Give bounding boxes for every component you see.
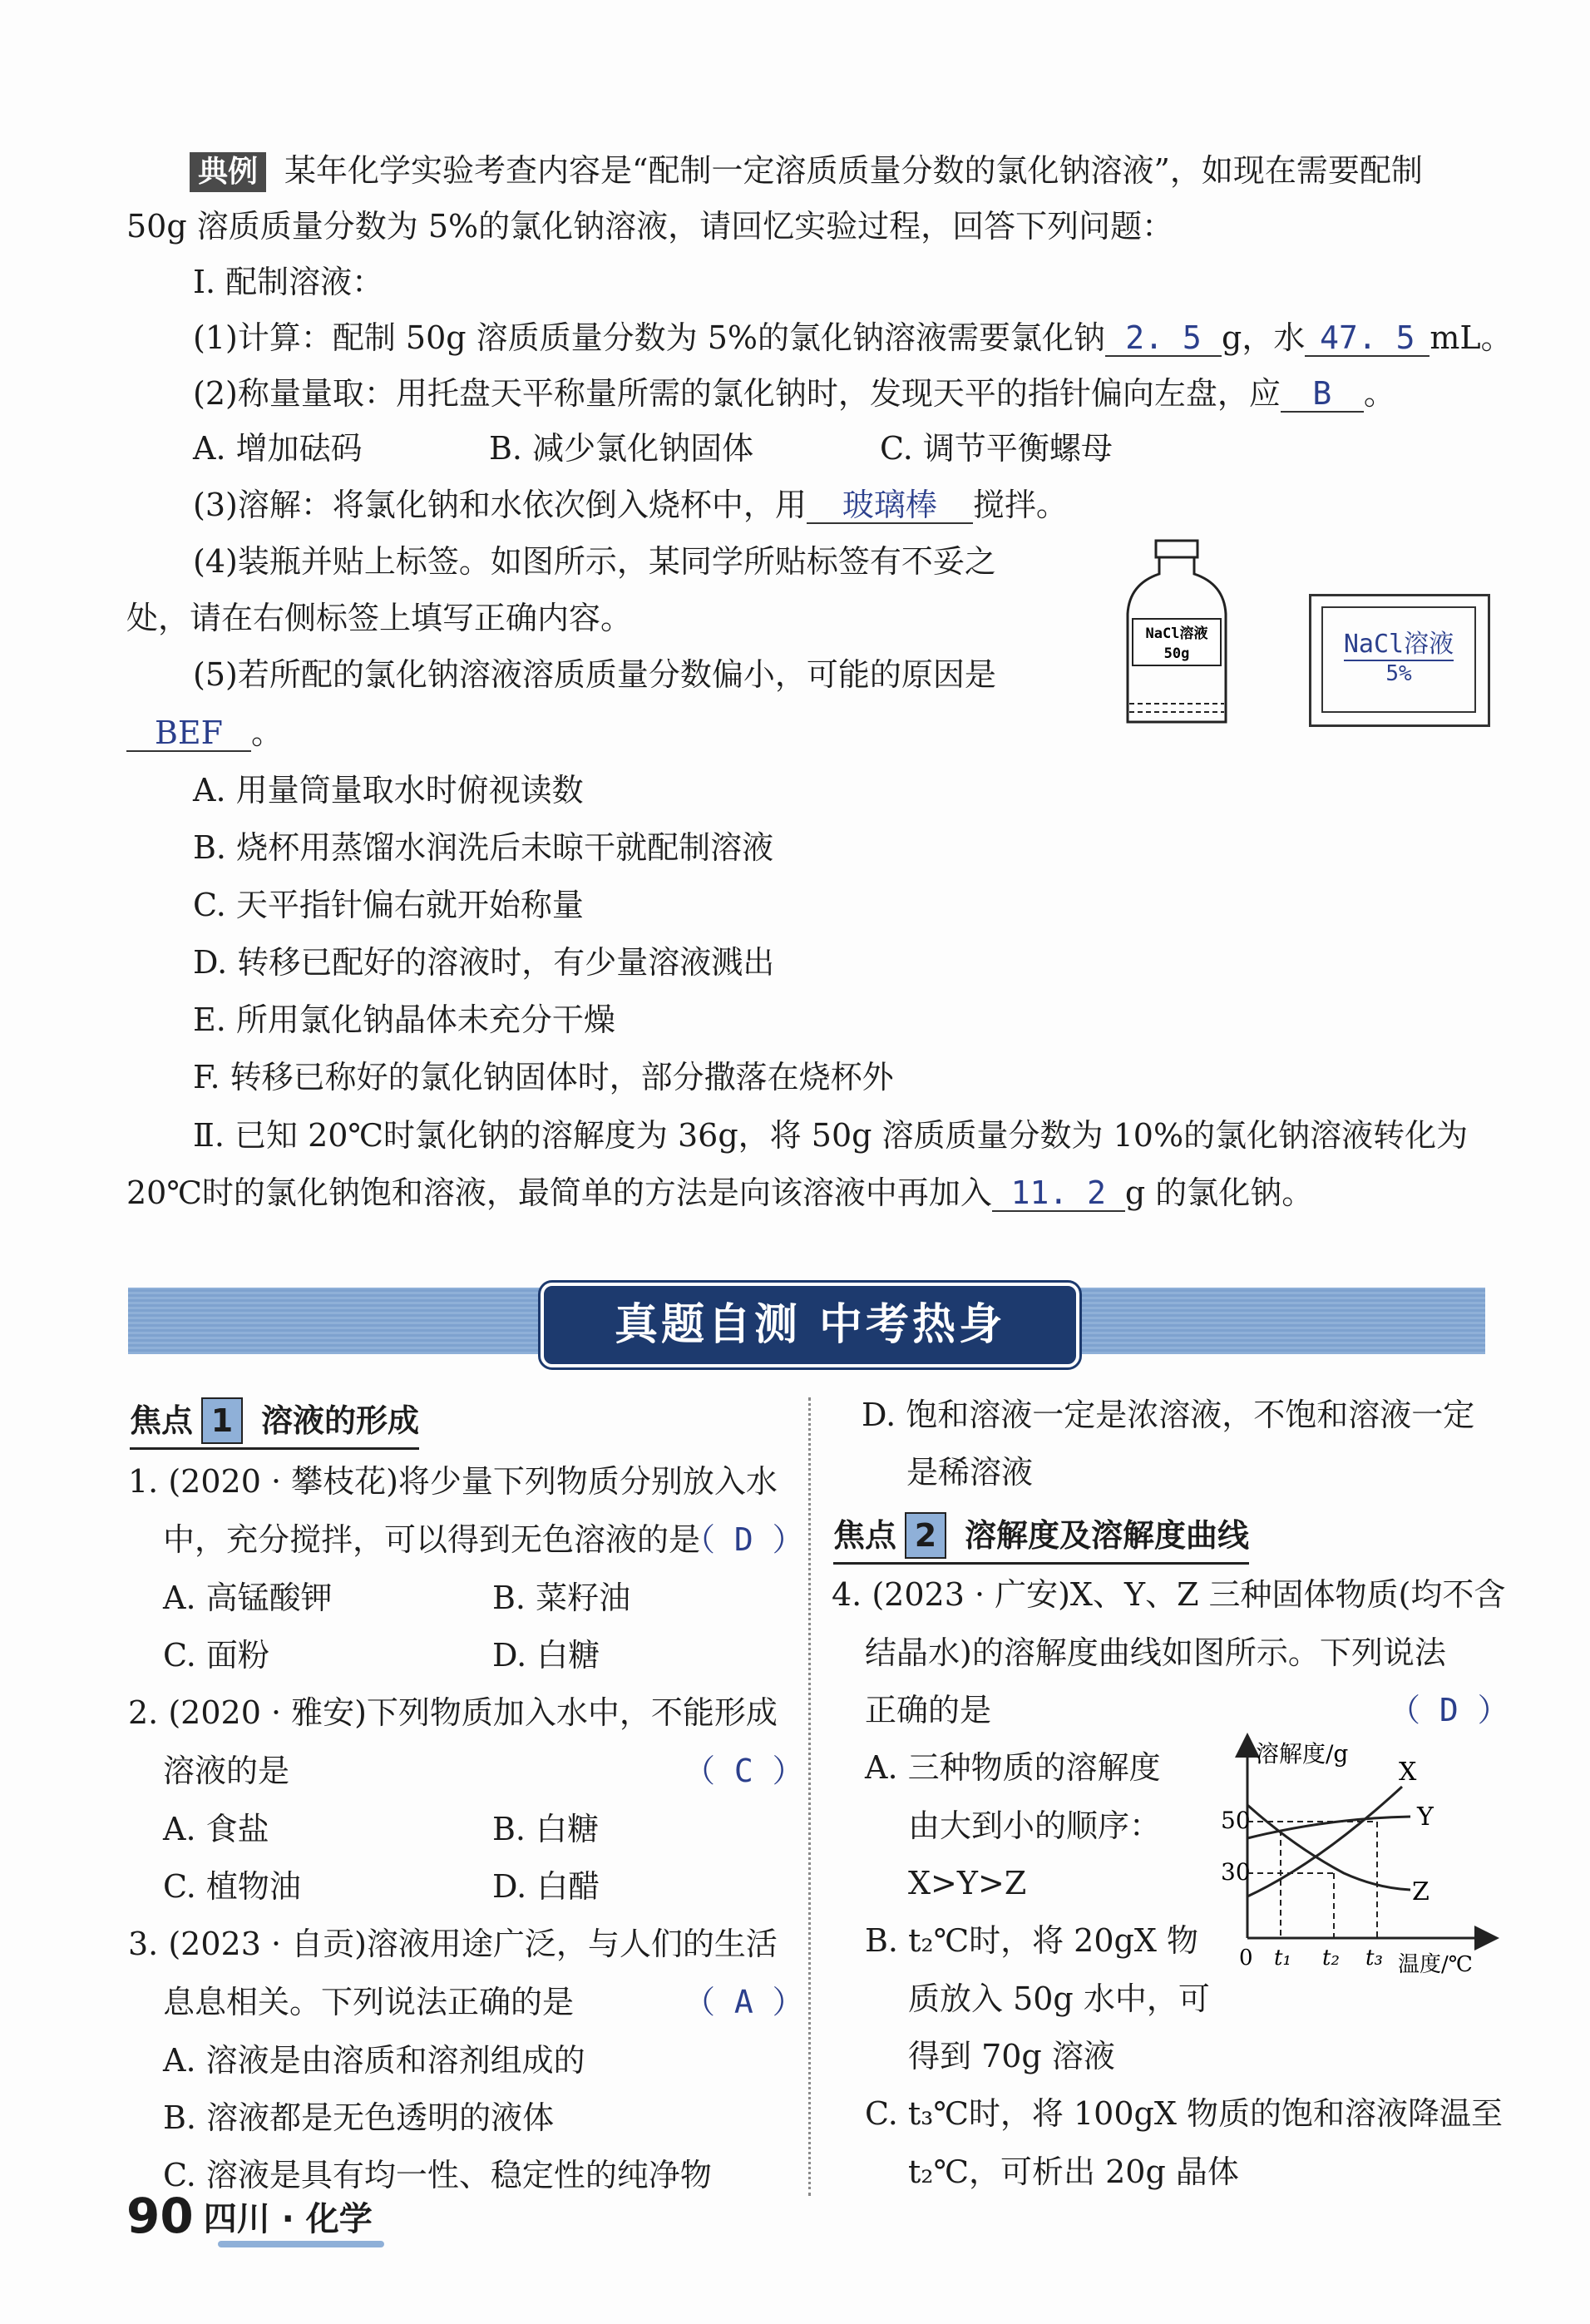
mcq-3-option-c: C. 溶液是具有均一性、稳定性的纯净物 — [163, 2157, 712, 2193]
question-1-line: (1)计算：配制 50g 溶质质量分数为 5%的氯化钠溶液需要氯化钠 2. 5 g，水 47. 5 mL。 — [193, 319, 1513, 356]
mcq-3-option-d-line1: D. 饱和溶液一定是浓溶液，不饱和溶液一定 — [862, 1397, 1475, 1433]
mcq-4-option-b-line3: 得到 70g 溶液 — [908, 2038, 1115, 2074]
mcq-2-line1: 2. (2020 · 雅安)下列物质加入水中，不能形成 — [128, 1694, 778, 1731]
answer-blank: B — [1281, 376, 1364, 413]
mcq-1-option-a: A. 高锰酸钾 — [163, 1580, 333, 1616]
bottle-label-name: NaCl溶液 — [1145, 626, 1208, 642]
mcq-1-option-b: B. 菜籽油 — [492, 1580, 631, 1616]
mcq-4-line3: 正确的是 — [865, 1692, 992, 1728]
mcq-4-answer: （ D ） — [1389, 1692, 1509, 1728]
footer-accent-bar — [218, 2241, 384, 2247]
mcq-4-option-c-line1: C. t₃℃时，将 100gX 物质的饱和溶液降温至 — [865, 2095, 1503, 2132]
q5-option-d: D. 转移已配好的溶液时，有少量溶液溅出 — [193, 944, 775, 981]
answer-blank: 11. 2 — [992, 1175, 1125, 1212]
x-tick-t2: t₂ — [1322, 1946, 1340, 1970]
mcq-3-option-d-line2: 是稀溶液 — [906, 1454, 1034, 1491]
mcq-4-option-a-line1: A. 三种物质的溶解度 — [865, 1749, 1161, 1786]
origin-label: 0 — [1239, 1946, 1253, 1970]
section-banner-title: 真题自测 中考热身 — [541, 1283, 1079, 1367]
mcq-3-option-b: B. 溶液都是无色透明的液体 — [163, 2099, 555, 2136]
x-tick-t1: t₁ — [1274, 1946, 1291, 1970]
y-tick-30: 30 — [1221, 1858, 1251, 1886]
mcq-3-option-a: A. 溶液是由溶质和溶剂组成的 — [163, 2042, 585, 2079]
part-two-line2: 20℃时的氯化钠饱和溶液，最简单的方法是向该溶液中再加入 11. 2 g 的氯化钠。 — [126, 1174, 1314, 1211]
q5-option-e: E. 所用氯化钠晶体未充分干燥 — [193, 1001, 615, 1038]
example-intro-line1: 典例 某年化学实验考查内容是“配制一定溶质质量分数的氯化钠溶液”，如现在需要配制 — [190, 150, 1423, 192]
example-tag: 典例 — [190, 152, 266, 192]
mcq-4-line2: 结晶水)的溶解度曲线如图所示。下列说法 — [865, 1634, 1446, 1671]
column-divider — [808, 1397, 811, 2196]
curve-y-label: Y — [1417, 1802, 1434, 1832]
part-two-line1: Ⅱ. 已知 20℃时氯化钠的溶解度为 36g，将 50g 溶质质量分数为 10%的氯化钠溶液转化为 — [193, 1117, 1469, 1154]
page-footer — [126, 2188, 373, 2244]
q5-option-a: A. 用量筒量取水时俯视读数 — [193, 772, 584, 808]
page-number: 90 — [126, 2188, 194, 2244]
mcq-4-option-b-line1: B. t₂℃时，将 20gX 物 — [865, 1922, 1198, 1959]
mcq-2-option-a: A. 食盐 — [163, 1811, 269, 1847]
solubility-curve-figure — [1221, 1738, 1494, 1988]
question-4-line2: 处，请在右侧标签上填写正确内容。 — [126, 600, 633, 636]
focus-1-heading: 焦点 1 溶液的形成 — [130, 1397, 419, 1450]
question-5-line1: (5)若所配的氯化钠溶液溶质质量分数偏小，可能的原因是 — [193, 656, 996, 693]
mcq-2-line2: 溶液的是 — [163, 1753, 290, 1789]
curve-x-label: X — [1399, 1758, 1417, 1787]
question-5-line2: BEF 。 — [126, 712, 283, 754]
answer-blank: BEF — [126, 715, 251, 752]
x-tick-t3: t₃ — [1365, 1946, 1383, 1970]
mcq-3-answer: （ A ） — [684, 1984, 804, 2020]
mcq-4-option-a-line2: 由大到小的顺序： — [908, 1807, 1162, 1844]
answer-blank: 47. 5 — [1305, 320, 1430, 357]
focus-2-heading: 焦点 2 溶解度及溶解度曲线 — [833, 1512, 1249, 1565]
mcq-4-option-b-line2: 质放入 50g 水中，可 — [908, 1980, 1210, 2017]
q2-option-b: B. 减少氯化钠固体 — [489, 430, 754, 467]
mcq-1-answer: （ D ） — [684, 1521, 804, 1558]
mcq-1-line1: 1. (2020 · 攀枝花)将少量下列物质分别放入水 — [128, 1463, 778, 1500]
mcq-2-option-b: B. 白糖 — [492, 1811, 600, 1847]
label-solution-name: NaCl溶液 — [1344, 623, 1454, 661]
curve-z-label: Z — [1412, 1877, 1430, 1906]
x-axis-label: 温度/℃ — [1398, 1952, 1473, 1977]
q5-option-f: F. 转移已称好的氯化钠固体时，部分撒落在烧杯外 — [193, 1059, 894, 1095]
mcq-4-option-c-line2: t₂℃，可析出 20g 晶体 — [908, 2153, 1239, 2190]
curve-x — [1247, 1787, 1402, 1896]
mcq-4-option-a-line3: X>Y>Z — [908, 1865, 1027, 1901]
mcq-2-option-c: C. 植物油 — [163, 1868, 301, 1905]
bottle-label-mass: 50g — [1163, 645, 1190, 662]
q5-option-b: B. 烧杯用蒸馏水润洗后未晾干就配制溶液 — [193, 829, 774, 866]
correct-label-frame — [1309, 594, 1490, 727]
reagent-bottle-figure — [1123, 537, 1231, 730]
q5-option-c: C. 天平指针偏右就开始称量 — [193, 887, 584, 923]
mcq-1-option-c: C. 面粉 — [163, 1637, 269, 1674]
part-one-heading: Ⅰ. 配制溶液： — [193, 264, 384, 300]
question-3-line: (3)溶解：将氯化钠和水依次倒入烧杯中，用 玻璃棒 搅拌。 — [193, 487, 1068, 523]
label-mass-fraction: 5% — [1385, 661, 1412, 686]
question-4-line1: (4)装瓶并贴上标签。如图所示，某同学所贴标签有不妥之 — [193, 543, 996, 580]
mcq-2-option-d: D. 白醋 — [492, 1868, 600, 1905]
mcq-2-answer: （ C ） — [684, 1753, 804, 1789]
answer-blank: 玻璃棒 — [807, 487, 973, 524]
question-2-line: (2)称量量取：用托盘天平称量所需的氯化钠时，发现天平的指针偏向左盘，应 B 。 — [193, 375, 1395, 412]
curve-y — [1247, 1817, 1410, 1838]
answer-blank: 2. 5 — [1105, 320, 1222, 357]
book-subject: 四川 · 化学 — [203, 2199, 373, 2238]
y-axis-label: 溶解度/g — [1256, 1740, 1349, 1768]
correct-label-box — [1321, 606, 1476, 713]
y-tick-50: 50 — [1221, 1807, 1251, 1834]
mcq-1-line2: 中，充分搅拌，可以得到无色溶液的是 — [163, 1521, 701, 1558]
q2-option-a: A. 增加砝码 — [193, 430, 363, 467]
mcq-3-line2: 息息相关。下列说法正确的是 — [163, 1984, 575, 2020]
q2-option-c: C. 调节平衡螺母 — [880, 430, 1113, 467]
mcq-3-line1: 3. (2023 · 自贡)溶液用途广泛，与人们的生活 — [128, 1926, 778, 1962]
mcq-4-line1: 4. (2023 · 广安)X、Y、Z 三种固体物质(均不含 — [832, 1576, 1506, 1613]
mcq-1-option-d: D. 白糖 — [492, 1637, 600, 1674]
example-intro-line2: 50g 溶质质量分数为 5%的氯化钠溶液，请回忆实验过程，回答下列问题： — [126, 208, 1174, 245]
